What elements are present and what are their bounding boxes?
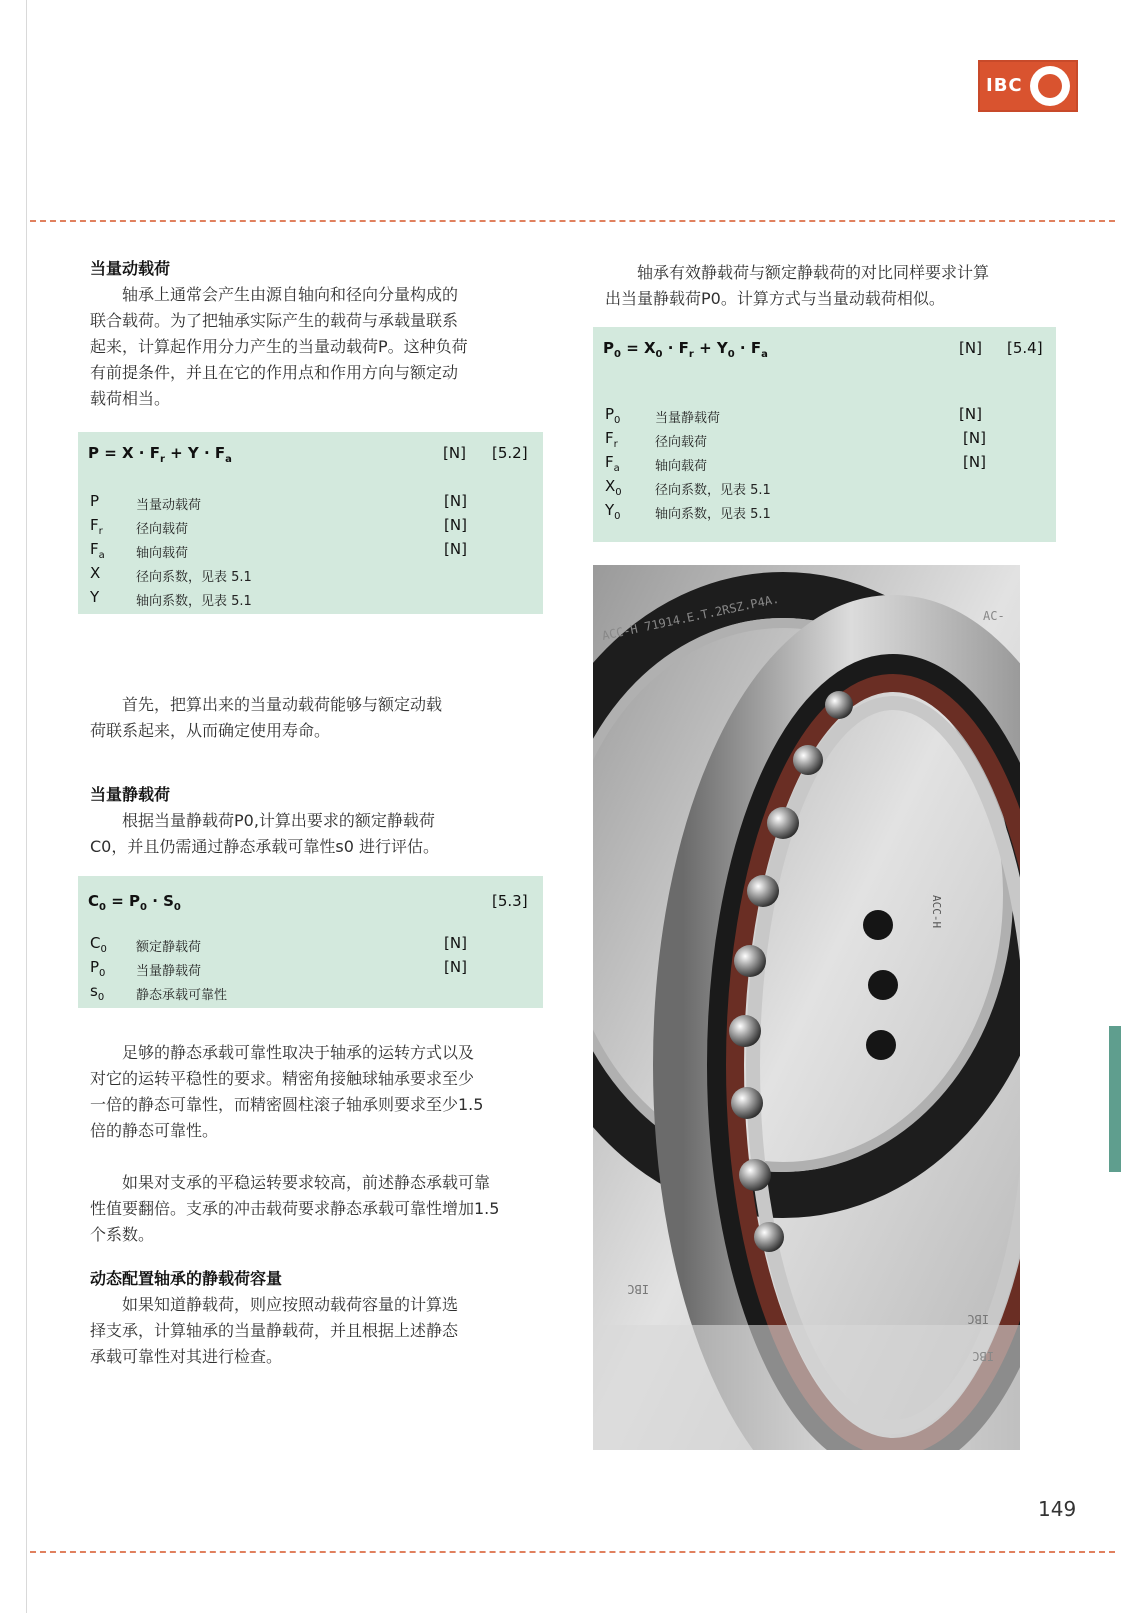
formula: $P = X \cdot F_r + Y \cdot F_a$ (88, 444, 232, 465)
paragraph-dynamic-load: 轴承上通常会产生由源自轴向和径向分量构成的 联合载荷。为了把轴承实际产生的载荷与承载量联系 起来，计算起作用分力产生的当量动载荷P。这种负荷 有前提条件，并且在它的作用点和作用方向与额定动 载荷相当。 (90, 285, 468, 408)
symbol: $F_a$ (90, 540, 105, 561)
paragraph-service-life: 首先，把算出来的当量动载荷能够与额定动载 荷联系起来，从而确定使用寿命。 (90, 695, 443, 740)
symbol-desc: 轴向系数，见表 5.1 (655, 507, 771, 522)
logo-ring-inner (1038, 74, 1062, 98)
symbol: P (90, 492, 100, 510)
symbol: Y (90, 588, 100, 606)
ibc-logo (978, 60, 1078, 112)
formula-box-5-2 (78, 432, 543, 614)
heading-dynamic-load: 当量动载荷 (90, 259, 171, 278)
logo-text: IBC (986, 75, 1023, 96)
symbol: $Y_0$ (605, 501, 621, 522)
symbol-desc: 轴向系数，见表 5.1 (136, 594, 252, 609)
marking-ibc-2: IBC (967, 1312, 989, 1326)
bottom-divider (30, 1551, 1115, 1553)
symbol-unit: [N] (444, 492, 467, 510)
marking-ibc-1: IBC (627, 1282, 649, 1296)
marking-side: ACC-H (930, 895, 943, 929)
symbol-unit: [N] (963, 429, 986, 447)
symbol: $F_r$ (605, 429, 618, 450)
heading-static-load: 当量静载荷 (90, 785, 171, 804)
symbol-desc: 静态承载可靠性 (136, 988, 228, 1003)
formula-unit: [N] (959, 339, 982, 357)
chapter-tab (1109, 1026, 1121, 1172)
paragraph-static-load: 根据当量静载荷P0,计算出要求的额定静载荷 C0，并且仍需通过静态承载可靠性s0 进行评估。 (90, 811, 439, 856)
symbol-desc: 额定静载荷 (136, 940, 202, 955)
formula-box-5-3 (78, 876, 543, 1008)
symbol-unit: [N] (444, 516, 467, 534)
symbol-desc: 径向载荷 (655, 435, 708, 450)
formula: $C_0 = P_0 \cdot S_0$ (88, 892, 181, 913)
bearing-photo (593, 565, 1020, 1450)
symbol-desc: 轴向载荷 (136, 546, 189, 561)
symbol-unit: [N] (444, 540, 467, 558)
formula-ref: [5.2] (492, 444, 528, 462)
symbol-unit: [N] (444, 934, 467, 952)
symbol: $F_r$ (90, 516, 103, 537)
symbol: $P_0$ (90, 958, 106, 979)
paragraph-smooth-running: 如果对支承的平稳运转要求较高，前述静态承载可靠 性值要翻倍。支承的冲击载荷要求静态承载可靠性增加1.5 个系数。 (90, 1173, 500, 1244)
marking-top: ACC-H 71914.E.T.2RSZ.P4A. (600, 591, 781, 643)
page-number: 149 (1038, 1497, 1077, 1521)
symbol: $X_0$ (605, 477, 622, 498)
symbol-unit: [N] (963, 453, 986, 471)
marking-top-right: AC- (983, 609, 1005, 623)
margin-rule (26, 0, 27, 1613)
formula-box-5-4 (593, 327, 1056, 542)
symbol-unit: [N] (444, 958, 467, 976)
formula-ref: [5.3] (492, 892, 528, 910)
symbol-unit: [N] (959, 405, 982, 423)
symbol-desc: 当量静载荷 (655, 411, 721, 426)
symbol-desc: 轴向载荷 (655, 459, 708, 474)
symbol: $F_a$ (605, 453, 620, 474)
top-divider (30, 220, 1115, 222)
paragraph-static-comparison: 轴承有效静载荷与额定静载荷的对比同样要求计算 出当量静载荷P0。计算方式与当量动载荷相似。 (605, 263, 990, 308)
marking-ibc-3: IBC (972, 1349, 994, 1363)
symbol: $P_0$ (605, 405, 621, 426)
symbol-desc: 当量静载荷 (136, 964, 202, 979)
symbol-desc: 当量动载荷 (136, 498, 202, 513)
symbol: X (90, 564, 101, 582)
symbol-desc: 径向系数，见表 5.1 (136, 570, 252, 585)
formula: $P_0 = X_0 \cdot F_r + Y_0 \cdot F_a$ (603, 339, 768, 360)
symbol: $C_0$ (90, 934, 107, 955)
formula-unit: [N] (443, 444, 466, 462)
symbol: $s_0$ (90, 982, 105, 1003)
paragraph-static-capacity: 如果知道静载荷，则应按照动载荷容量的计算选 择支承，计算轴承的当量静载荷，并且根据上述静态 承载可靠性对其进行检查。 (90, 1295, 459, 1366)
symbol-desc: 径向系数，见表 5.1 (655, 483, 771, 498)
formula-ref: [5.4] (1007, 339, 1043, 357)
symbol-desc: 径向载荷 (136, 522, 189, 537)
bearing-illustration (593, 565, 1020, 1450)
paragraph-reliability: 足够的静态承载可靠性取决于轴承的运转方式以及 对它的运转平稳性的要求。精密角接触球轴承要求至少 一倍的静态可靠性，而精密圆柱滚子轴承则要求至少1.5 倍的静态可靠性。 (90, 1043, 484, 1140)
heading-static-capacity: 动态配置轴承的静载荷容量 (90, 1269, 283, 1288)
